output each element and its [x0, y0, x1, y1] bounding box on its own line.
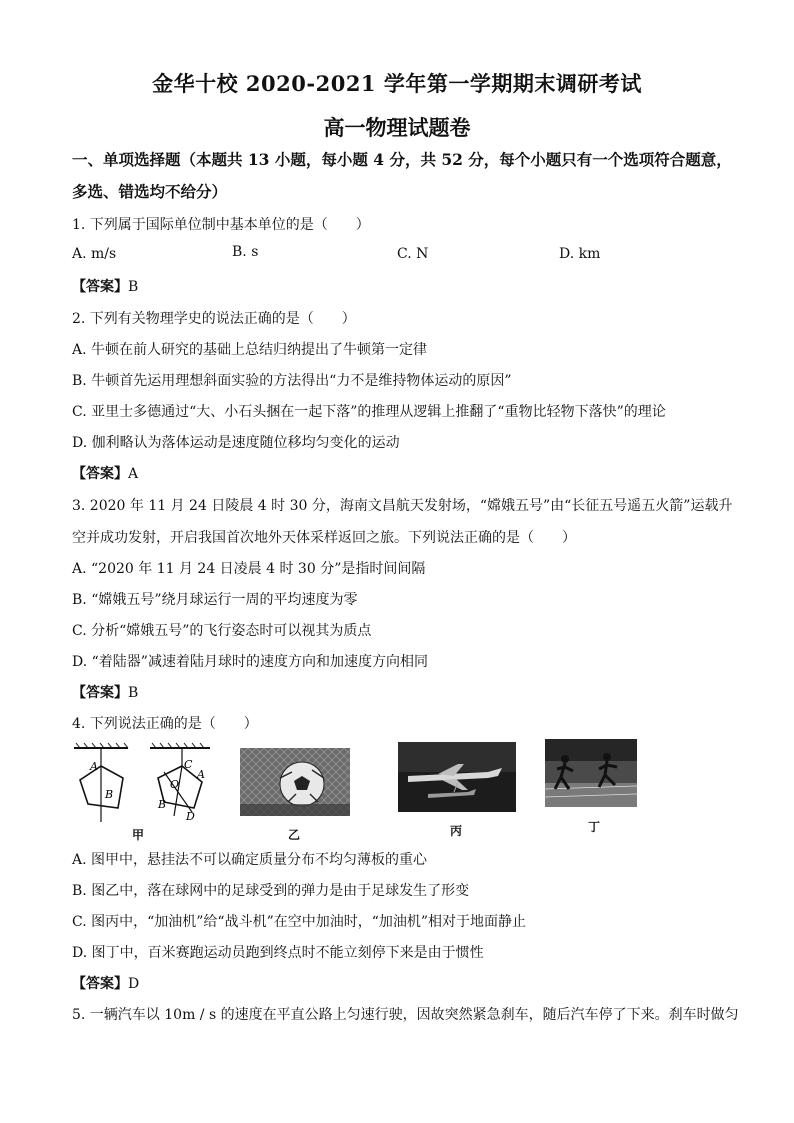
answer-label: 【答案】 [72, 685, 128, 701]
section-heading-line1: 一、单项选择题（本题共 13 小题，每小题 4 分，共 52 分，每个小题只有一个选项符合题意， [72, 150, 732, 169]
figure-jia [70, 742, 220, 832]
q3-stem-line2: 空并成功发射，开启我国首次地外天体采样返回之旅。下列说法正确的是（ ） [72, 530, 576, 546]
q2-stem: 2. 下列有关物理学史的说法正确的是（ ） [72, 311, 356, 327]
q4-option-d: D. 图丁中，百米赛跑运动员跑到终点时不能立刻停下来是由于惯性 [72, 945, 484, 961]
q3-option-c: C. 分析“嫦娥五号”的飞行姿态时可以视其为质点 [72, 623, 372, 639]
answer-label: 【答案】 [72, 976, 128, 992]
answer-label: 【答案】 [72, 279, 128, 295]
section-heading [72, 144, 742, 208]
answer-value: B [128, 685, 139, 701]
answer-label: 【答案】 [72, 466, 128, 482]
q3-option-b: B. “嫦娥五号”绕月球运行一周的平均速度为零 [72, 592, 358, 608]
q1-stem: 1. 下列属于国际单位制中基本单位的是（ ） [72, 217, 370, 233]
q4-option-c: C. 图丙中，“加油机”给“战斗机”在空中加油时，“加油机”相对于地面静止 [72, 914, 527, 930]
answer-value: A [128, 466, 139, 482]
q1-option-a: A. m/s [72, 246, 117, 262]
q2-option-b: B. 牛顿首先运用理想斜面实验的方法得出“力不是维持物体运动的原因” [72, 373, 512, 389]
q5-stem-line1: 5. 一辆汽车以 10m / s 的速度在平直公路上匀速行驶，因故突然紧急刹车，随后汽车停了下来。刹车时做匀 [72, 1007, 739, 1023]
q4-option-a: A. 图甲中，悬挂法不可以确定质量分布不均匀薄板的重心 [72, 852, 428, 868]
answer-value: B [128, 279, 139, 295]
q3-option-a: A. “2020 年 11 月 24 日凌晨 4 时 30 分”是指时间间隔 [72, 561, 426, 577]
figure-yi-photo [240, 748, 350, 816]
fig-label: A [197, 768, 205, 781]
figure-ding-photo [545, 739, 637, 807]
fig-label: B [158, 798, 167, 811]
q2-option-c: C. 亚里士多德通过“大、小石头捆在一起下落”的推理从逻辑上推翻了“重物比轻物下落快”的理论 [72, 404, 666, 420]
q1-answer [72, 276, 138, 296]
q3-option-d: D. “着陆器”减速着陆月球时的速度方向和加速度方向相同 [72, 654, 428, 670]
figure-caption-ding: 丁 [588, 820, 601, 834]
section-heading-line2: 多选、错选均不给分） [72, 182, 228, 201]
q1-option-c: C. N [397, 246, 429, 262]
figure-caption-jia: 甲 [132, 828, 145, 842]
fig-label: O [170, 778, 180, 791]
q4-stem: 4. 下列说法正确的是（ ） [72, 716, 258, 732]
q1-option-b: B. s [232, 244, 259, 260]
q4-option-b: B. 图乙中，落在球网中的足球受到的弹力是由于足球发生了形变 [72, 883, 470, 899]
figure-caption-bing: 丙 [450, 824, 463, 838]
answer-value: D [128, 976, 140, 992]
q1-option-d: D. km [559, 246, 601, 262]
q3-answer [72, 682, 138, 702]
q3-stem-line1: 3. 2020 年 11 月 24 日陵晨 4 时 30 分，海南文昌航天发射场，“嫦娥五号”由“长征五号遥五火箭”运载升 [72, 498, 733, 514]
fig-label: C [184, 758, 193, 771]
q4-answer [72, 973, 139, 993]
fig-label: B [105, 788, 114, 801]
q2-option-d: D. 伽利略认为落体运动是速度随位移均匀变化的运动 [72, 435, 400, 451]
figure-caption-yi: 乙 [288, 828, 301, 842]
exam-title: 金华十校 2020-2021 学年第一学期期末调研考试 [152, 71, 642, 96]
fig-label: A [90, 760, 98, 773]
fig-label: D [186, 810, 195, 823]
q2-option-a: A. 牛顿在前人研究的基础上总结归纳提出了牛顿第一定律 [72, 342, 428, 358]
q2-answer [72, 463, 138, 483]
exam-subtitle: 高一物理试题卷 [323, 115, 471, 140]
figure-bing-photo [398, 742, 516, 812]
